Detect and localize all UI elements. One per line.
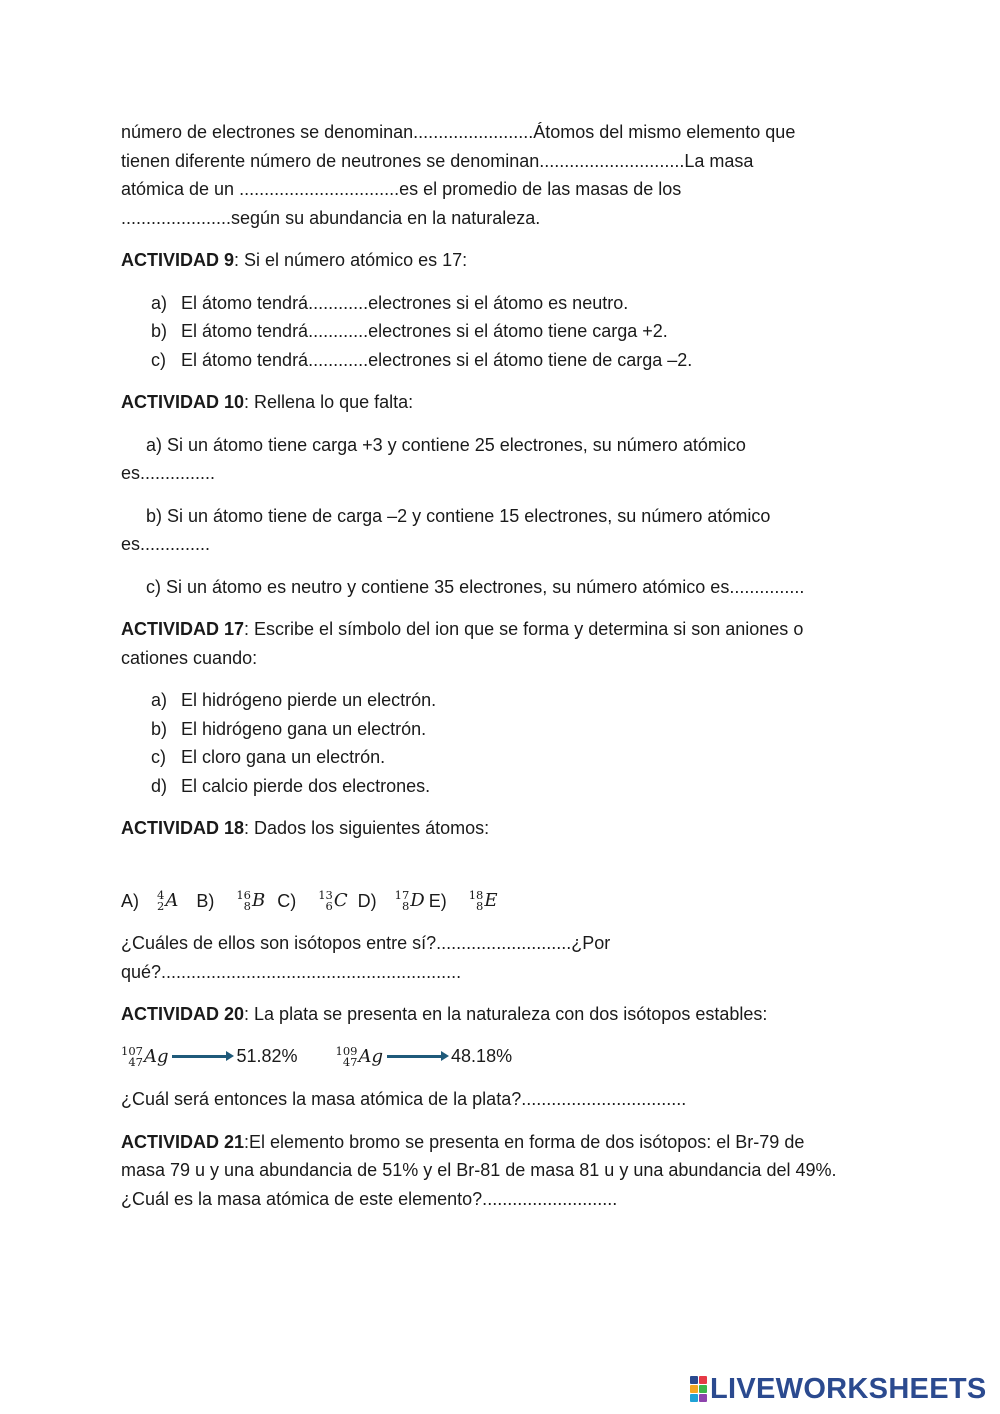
element-symbol: E <box>484 889 498 911</box>
activity-17-list <box>121 686 891 800</box>
activity-10-item-b <box>121 502 891 559</box>
atom-label: C) <box>277 890 297 911</box>
mass-number: 13 <box>318 887 333 902</box>
nuclide-c <box>318 887 347 916</box>
answer-blank[interactable]: es.............. <box>121 534 211 554</box>
activity-text: : Rellena lo que falta: <box>244 392 414 412</box>
isotope-ag-107 <box>121 1043 169 1069</box>
activity-title: ACTIVIDAD 21 <box>121 1131 245 1152</box>
mass-number: 16 <box>236 887 251 902</box>
activity-text: :El elemento bromo se presenta en forma de dos isótopos: el Br-79 de <box>244 1131 805 1152</box>
intro-line: número de electrones se denominan........................Átomos del mismo elemento que <box>121 122 796 142</box>
list-item <box>121 743 891 772</box>
activity-title: ACTIVIDAD 17 <box>121 619 245 639</box>
question-text[interactable]: ¿Cuáles de ellos son isótopos entre sí?...........................¿Por <box>121 933 611 953</box>
activity-21 <box>121 1128 891 1214</box>
activity-text: cationes cuando: <box>121 647 258 668</box>
item-text: b) Si un átomo tiene de carga –2 y contiene 15 electrones, su número atómico <box>146 505 771 526</box>
list-item <box>121 715 891 744</box>
atomic-number: 8 <box>476 898 484 913</box>
item-label: b) <box>151 718 168 739</box>
activity-10-heading <box>121 388 891 417</box>
activity-text: : Si el número atómico es 17: <box>234 250 468 270</box>
atom-label: D) <box>357 890 377 911</box>
atomic-number: 47 <box>342 1054 358 1069</box>
atoms-row <box>121 887 891 916</box>
activity-20-heading <box>121 1000 891 1029</box>
logo-text: LIVEWORKSHEETS <box>710 1372 987 1405</box>
activity-text: : Dados los siguientes átomos: <box>244 818 490 838</box>
intro-line: tienen diferente número de neutrones se denominan.............................La masa <box>121 150 754 171</box>
mass-number: 4 <box>157 887 165 902</box>
abundance-value: 48.18% <box>451 1046 513 1067</box>
question-text[interactable]: qué?............................................................ <box>121 961 462 982</box>
item-text: El cloro gana un electrón. <box>181 747 386 767</box>
activity-18-question <box>121 929 891 986</box>
nuclide-d <box>395 887 425 916</box>
nuclide-e <box>469 887 498 916</box>
intro-line: atómica de un ................................es el promedio de las masas de los <box>121 179 682 199</box>
activity-10-item-a <box>121 431 891 488</box>
abundance-value: 51.82% <box>236 1046 298 1067</box>
mass-number: 107 <box>121 1043 143 1058</box>
item-text: El hidrógeno pierde un electrón. <box>181 690 437 710</box>
item-label: c) <box>151 349 166 370</box>
item-text: El átomo tendrá............electrones si el átomo es neutro. <box>181 292 629 313</box>
liveworksheets-logo <box>690 1372 987 1406</box>
arrow-right-icon <box>387 1055 445 1058</box>
mass-number: 109 <box>335 1043 358 1058</box>
arrow-right-icon <box>172 1055 230 1058</box>
list-item <box>121 346 891 375</box>
nuclide-a <box>157 887 178 916</box>
element-symbol: B <box>251 889 266 911</box>
item-label: d) <box>151 775 168 796</box>
isotope-ag-109 <box>335 1043 384 1069</box>
intro-paragraph <box>121 118 891 232</box>
activity-text: : La plata se presenta en la naturaleza con dos isótopos estables: <box>244 1004 768 1024</box>
item-label: a) <box>151 690 168 710</box>
activity-text: masa 79 u y una abundancia de 51% y el Br-81 de masa 81 u y una abundancia del 49%. <box>121 1160 837 1180</box>
item-label: b) <box>151 321 168 341</box>
mass-number: 17 <box>394 887 410 902</box>
mass-number: 18 <box>468 887 484 902</box>
atom-label: A) <box>121 890 139 911</box>
list-item <box>121 686 891 715</box>
activity-text: : Escribe el símbolo del ion que se forma y determina si son aniones o <box>244 619 804 639</box>
activity-18-heading <box>121 814 891 843</box>
item-text: c) Si un átomo es neutro y contiene 35 electrones, su número atómico es............... <box>146 576 805 597</box>
atom-label: E) <box>428 890 447 911</box>
silver-isotopes-row <box>121 1043 891 1072</box>
activity-title: ACTIVIDAD 9 <box>121 250 235 270</box>
item-text: El átomo tendrá............electrones si el átomo tiene carga +2. <box>181 321 668 341</box>
atomic-number: 47 <box>128 1054 143 1069</box>
nuclide-b <box>236 887 265 916</box>
item-text: El átomo tendrá............electrones si el átomo tiene de carga –2. <box>181 349 693 370</box>
element-symbol: D <box>410 889 425 911</box>
atomic-number: 8 <box>243 898 251 913</box>
list-item <box>121 289 891 318</box>
atom-label: B) <box>196 890 215 911</box>
activity-17-heading <box>121 615 891 672</box>
activity-9-list <box>121 289 891 375</box>
atomic-number: 2 <box>157 898 165 913</box>
element-symbol: C <box>333 889 348 911</box>
activity-9-heading <box>121 246 891 275</box>
item-text: a) Si un átomo tiene carga +3 y contiene 25 electrones, su número atómico <box>146 434 746 455</box>
element-symbol: A <box>165 889 179 911</box>
liveworksheets-logo-icon <box>690 1376 707 1402</box>
answer-blank[interactable]: es............... <box>121 463 216 483</box>
activity-20-question[interactable]: ¿Cuál será entonces la masa atómica de la plata?................................. <box>121 1089 687 1109</box>
list-item <box>121 317 891 346</box>
item-text: El hidrógeno gana un electrón. <box>181 718 427 739</box>
question-text[interactable]: ¿Cuál es la masa atómica de este elemento?........................... <box>121 1188 618 1209</box>
atomic-number: 8 <box>401 898 410 913</box>
item-text: El calcio pierde dos electrones. <box>181 775 431 796</box>
worksheet-page <box>121 118 891 1227</box>
element-symbol: Ag <box>358 1046 384 1068</box>
activity-10-item-c <box>121 573 891 602</box>
atomic-number: 6 <box>325 898 333 913</box>
element-symbol: Ag <box>143 1046 169 1068</box>
activity-title: ACTIVIDAD 20 <box>121 1004 245 1024</box>
item-label: a) <box>151 292 168 313</box>
item-label: c) <box>151 747 166 767</box>
activity-title: ACTIVIDAD 18 <box>121 818 245 838</box>
list-item <box>121 772 891 801</box>
activity-title: ACTIVIDAD 10 <box>121 392 245 412</box>
intro-line: ......................según su abundancia en la naturaleza. <box>121 207 541 228</box>
